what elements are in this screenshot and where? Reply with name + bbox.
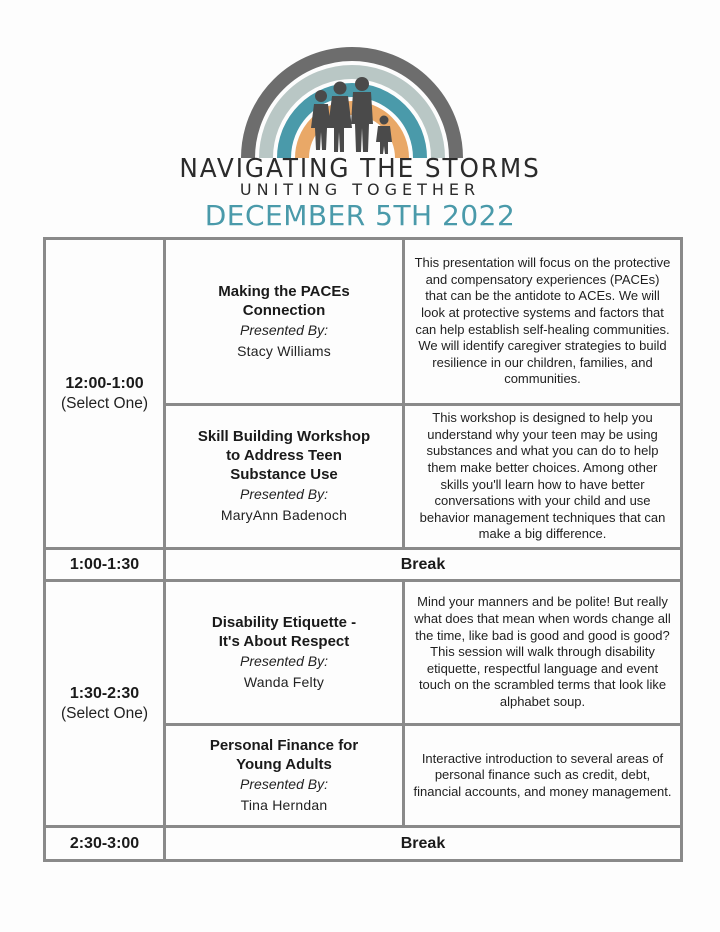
time-slot-label: 12:00-1:00 <box>65 374 144 392</box>
presented-by-label: Presented By: <box>240 775 328 792</box>
presented-by-label: Presented By: <box>240 652 328 669</box>
break-time-cell <box>45 549 165 581</box>
session-description: Mind your manners and be polite! But really what does that mean when words change all the time, like bad is good and good is good? This session will walk through disability etiquette, respectful language and event touch on the scrambled terms that look like alphabet soup. <box>414 594 671 709</box>
break-time: 1:00-1:30 <box>69 555 140 573</box>
event-title: NAVIGATING THE STORMS <box>179 154 541 184</box>
presenter-name: Tina Herndan <box>240 796 328 813</box>
session-description-cell <box>404 405 682 549</box>
break-cell <box>165 827 682 861</box>
session-title-cell <box>165 405 404 549</box>
session-title-line: Skill Building Workshop <box>197 428 371 445</box>
session-title-line: Disability Etiquette - <box>211 613 357 631</box>
session-description: This workshop is designed to help you understand why your teen may be using substances and what you can do to help them make better choices. Among other skills you'll learn how to have better conversations with your child and use behavior management techniques that can make a big difference. <box>419 410 666 542</box>
table-row <box>45 549 682 581</box>
session-title <box>166 282 402 320</box>
break-time: 2:30-3:00 <box>69 834 140 852</box>
session-title-cell <box>165 725 404 827</box>
time-slot-label: 1:30-2:30 <box>69 684 140 702</box>
session-title <box>166 427 402 484</box>
session-description-cell <box>404 725 682 827</box>
time-slot-12-1 <box>45 239 165 549</box>
session-title-cell <box>165 239 404 405</box>
select-one-note: (Select One) <box>60 704 148 722</box>
session-title-line: Making the PACEs <box>218 282 350 300</box>
presenter-name: MaryAnn Badenoch <box>220 507 348 523</box>
event-subtitle: UNITING TOGETHER <box>239 180 481 199</box>
rainbow-family-icon <box>232 10 472 158</box>
table-row <box>45 239 682 405</box>
session-title <box>166 736 402 774</box>
time-slot-130-230 <box>45 581 165 827</box>
break-label: Break <box>400 555 446 573</box>
schedule-table <box>43 237 683 862</box>
presenter-name: Stacy Williams <box>237 342 331 359</box>
session-description-cell <box>404 581 682 725</box>
session-title-cell <box>165 581 404 725</box>
break-time-cell <box>45 827 165 861</box>
session-title-line: It's About Respect <box>218 632 350 650</box>
session-title-line: Young Adults <box>236 755 332 773</box>
select-one-note: (Select One) <box>60 394 148 412</box>
presenter-name: Wanda Felty <box>243 673 325 690</box>
session-description: Interactive introduction to several areas of personal finance such as credit, debt, financial accounts, and money management. <box>413 750 672 799</box>
table-row <box>45 581 682 725</box>
session-title-line: Connection <box>242 301 326 319</box>
event-header <box>0 0 720 236</box>
session-description: This presentation will focus on the protective and compensatory experiences (PACEs) that can be the antidote to ACEs. We will look at protective systems and factors that can help establish self-healing communities. We will identify caregiver strategies to build resilience in our children, families, and communities. <box>414 255 671 387</box>
break-label: Break <box>400 834 446 852</box>
session-title-line: to Address Teen <box>226 447 342 464</box>
table-row <box>45 827 682 861</box>
session-description-cell <box>404 239 682 405</box>
session-title-line: Personal Finance for <box>209 736 359 754</box>
session-title <box>166 613 402 651</box>
presented-by-label: Presented By: <box>240 486 328 502</box>
presented-by-label: Presented By: <box>240 321 328 338</box>
break-cell <box>165 549 682 581</box>
session-title-line: Substance Use <box>230 466 338 483</box>
event-date: DECEMBER 5TH 2022 <box>204 199 516 232</box>
